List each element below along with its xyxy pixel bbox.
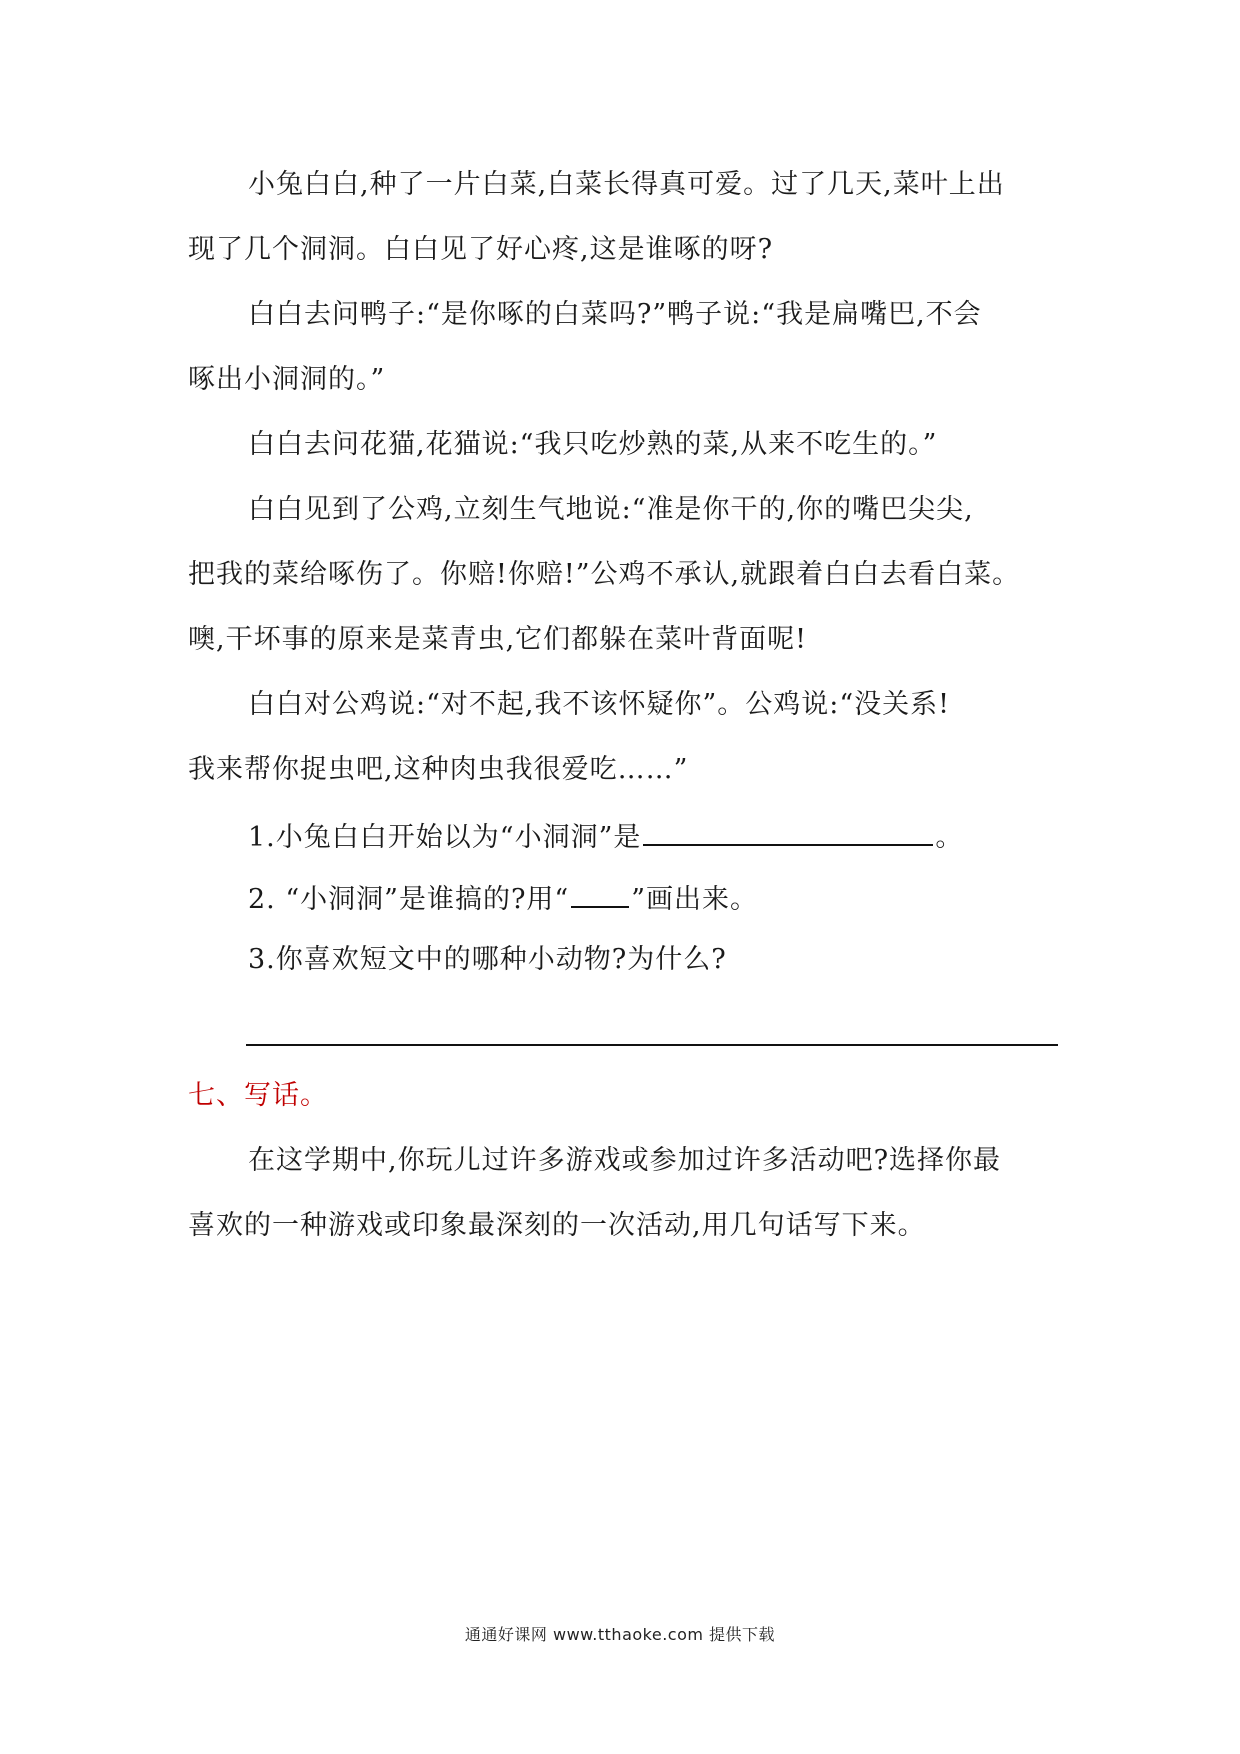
text-line: 白白对公鸡说:“对不起,我不该怀疑你”。公鸡说:“没关系! [248,689,951,720]
section-7-title: 七、写话。 [188,1080,328,1111]
question-2-suffix: ”画出来。 [631,884,759,915]
text-line: 白白去问花猫,花猫说:“我只吃炒熟的菜,从来不吃生的。” [248,429,938,460]
text-line: 啄出小洞洞的。” [188,364,386,395]
text-line: 白白去问鸭子:“是你啄的白菜吗?”鸭子说:“我是扁嘴巴,不会 [248,299,982,330]
text-line: 把我的菜给啄伤了。你赔!你赔!”公鸡不承认,就跟着白白去看白菜。 [188,559,1021,590]
question-2-text: 2. “小洞洞”是谁搞的?用“ [248,884,570,915]
answer-blank-1[interactable] [643,814,933,846]
question-1-text: 1.小兔白白开始以为“小洞洞”是 [248,822,642,853]
text-line: 在这学期中,你玩儿过许多游戏或参加过许多活动吧?选择你最 [248,1145,1002,1176]
question-1-suffix: 。 [935,822,964,853]
text-line: 噢,干坏事的原来是菜青虫,它们都躲在菜叶背面呢! [188,624,808,655]
story-paragraph-1 [188,152,1068,282]
section-7-prompt [188,1128,1068,1258]
text-line: 喜欢的一种游戏或印象最深刻的一次活动,用几句话写下来。 [188,1210,926,1241]
answer-line-3[interactable] [246,1044,1058,1046]
story-paragraph-4 [188,477,1068,672]
text-line: 白白见到了公鸡,立刻生气地说:“准是你干的,你的嘴巴尖尖, [248,494,974,525]
story-paragraph-2 [188,282,1068,412]
footer-credit: 通通好课网 www.tthaoke.com 提供下载 [464,1625,776,1644]
underline-sample [571,876,629,908]
question-1 [248,814,963,858]
question-2 [248,876,758,920]
question-3-text: 3.你喜欢短文中的哪种小动物?为什么? [248,944,727,975]
text-line: 我来帮你捉虫吧,这种肉虫我很爱吃……” [188,754,689,785]
text-line: 现了几个洞洞。白白见了好心疼,这是谁啄的呀? [188,234,774,265]
text-line: 小兔白白,种了一片白菜,白菜长得真可爱。过了几天,菜叶上出 [248,169,1005,200]
question-3 [248,940,727,980]
story-paragraph-3 [188,412,1068,477]
story-paragraph-5 [188,672,1068,802]
